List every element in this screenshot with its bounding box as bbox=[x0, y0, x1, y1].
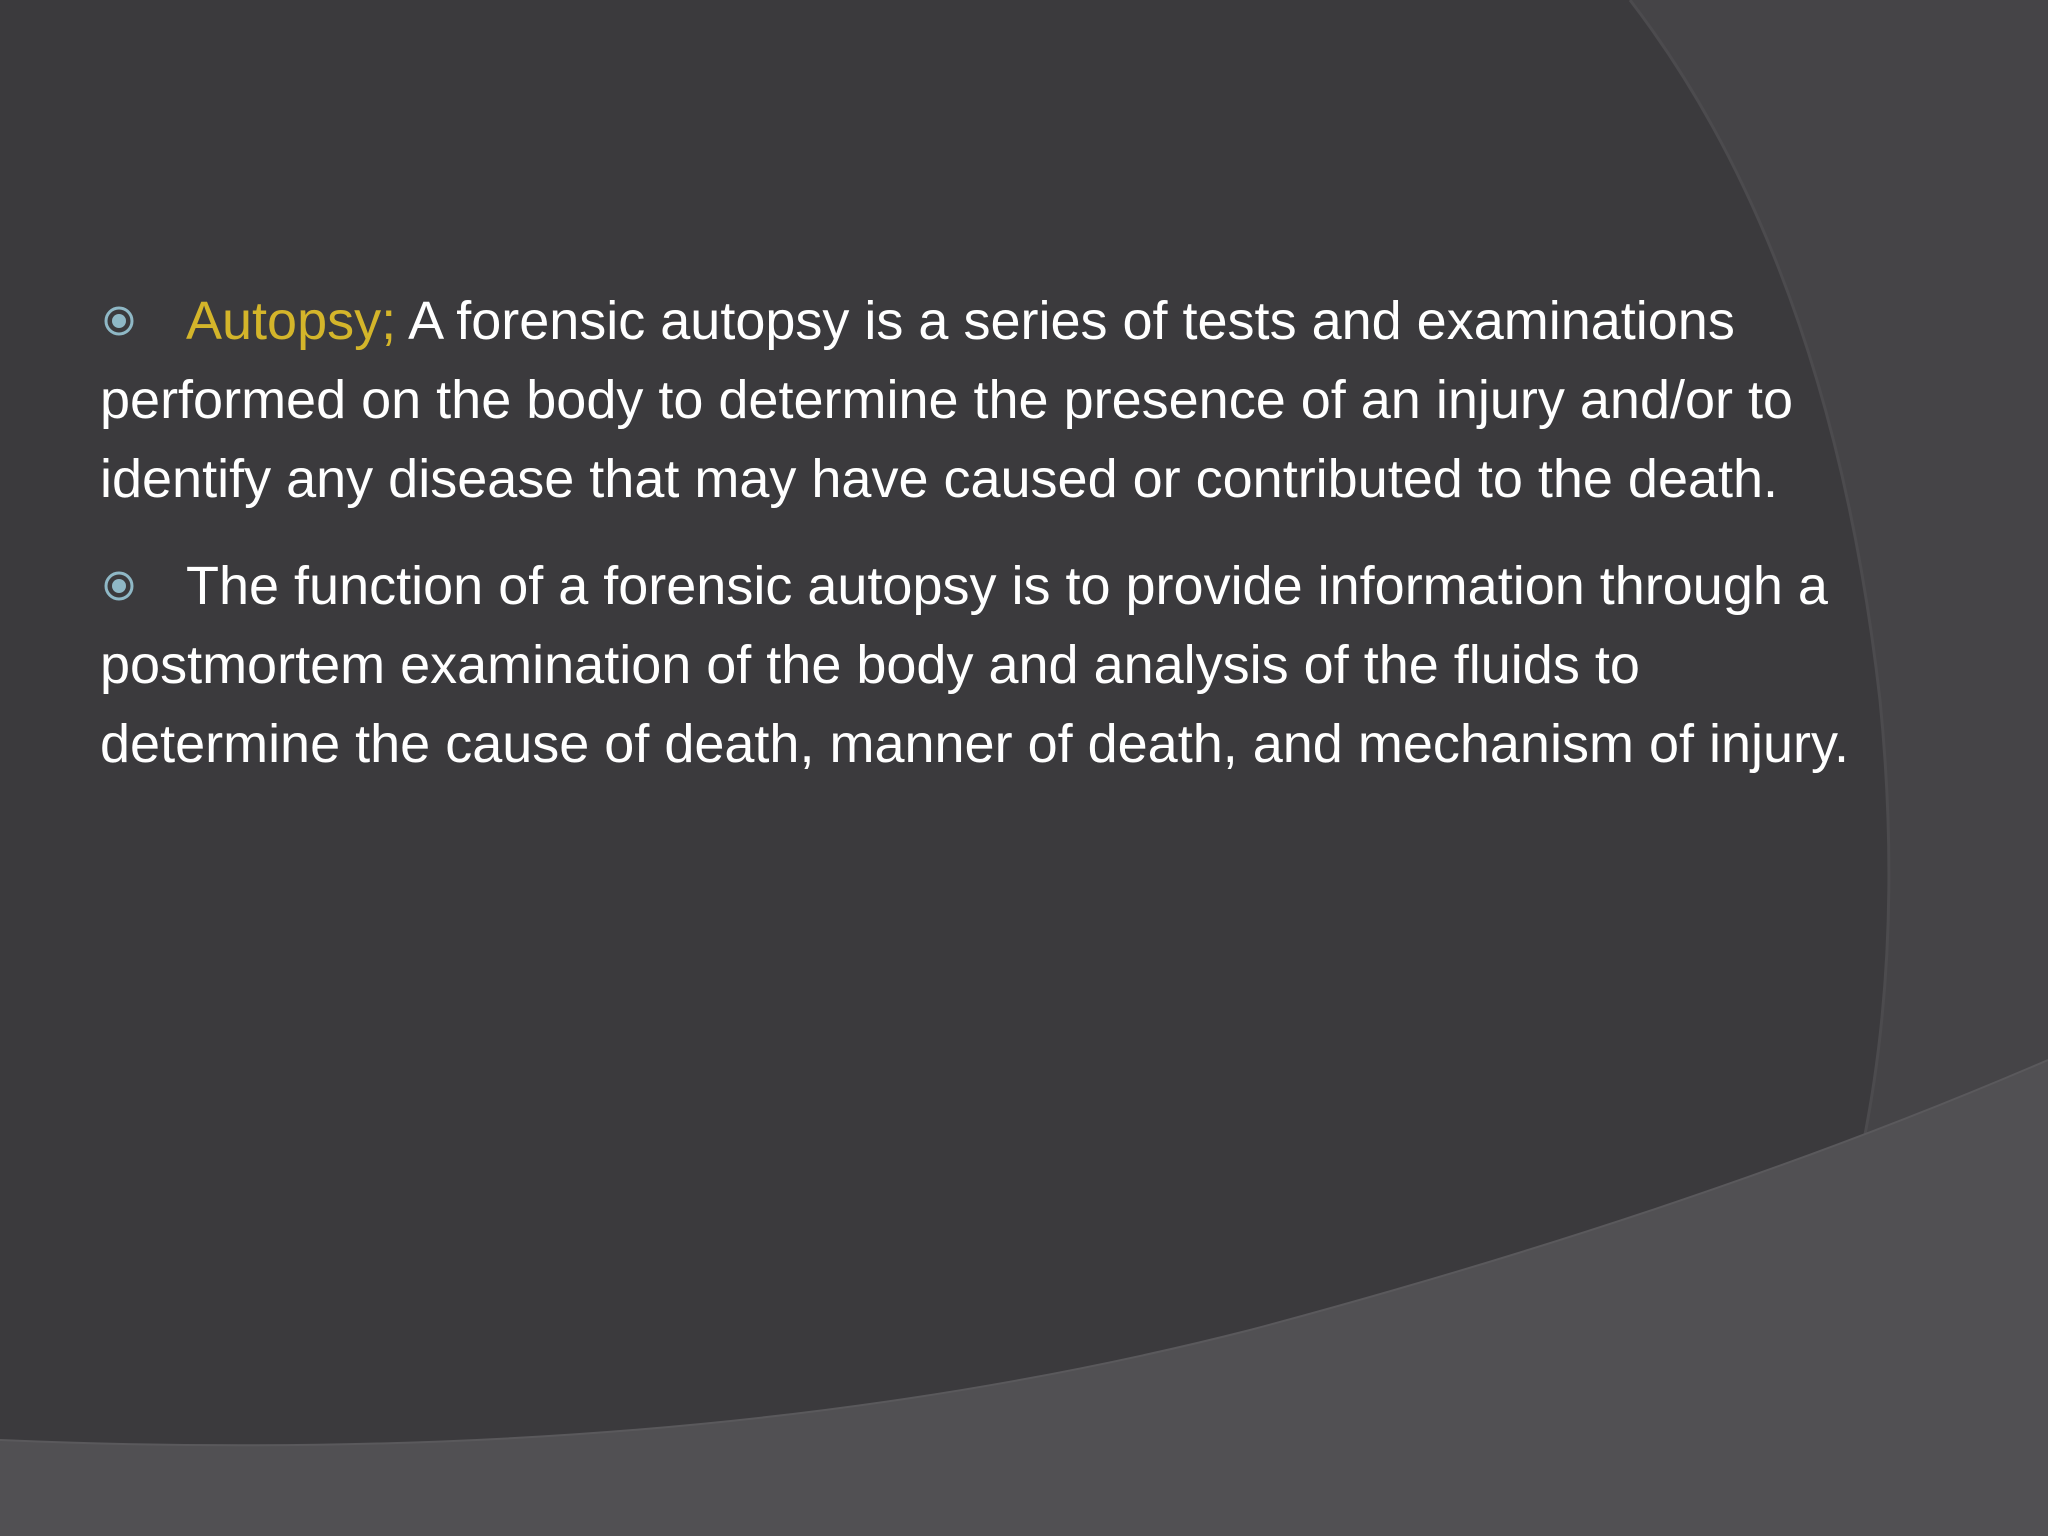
bullet-paragraph-function bbox=[100, 547, 1860, 784]
bullet-paragraph-autopsy bbox=[100, 282, 1860, 519]
bullet-text: The function of a forensic autopsy is to provide information through a postmortem examination of the body and analysis of the fluids to determine the cause of death, manner of death, and mechanism of injury. bbox=[100, 556, 1850, 774]
bottom-band bbox=[0, 1060, 2048, 1536]
term-highlight: Autopsy; bbox=[186, 291, 397, 351]
slide-body bbox=[100, 282, 1860, 812]
circle-bullet-icon bbox=[100, 567, 186, 607]
bullet-text: A forensic autopsy is a series of tests and examinations performed on the body to determine the presence of an injury and/or to identify any disease that may have caused or contributed to the death. bbox=[100, 291, 1794, 509]
circle-bullet-icon bbox=[100, 302, 186, 342]
